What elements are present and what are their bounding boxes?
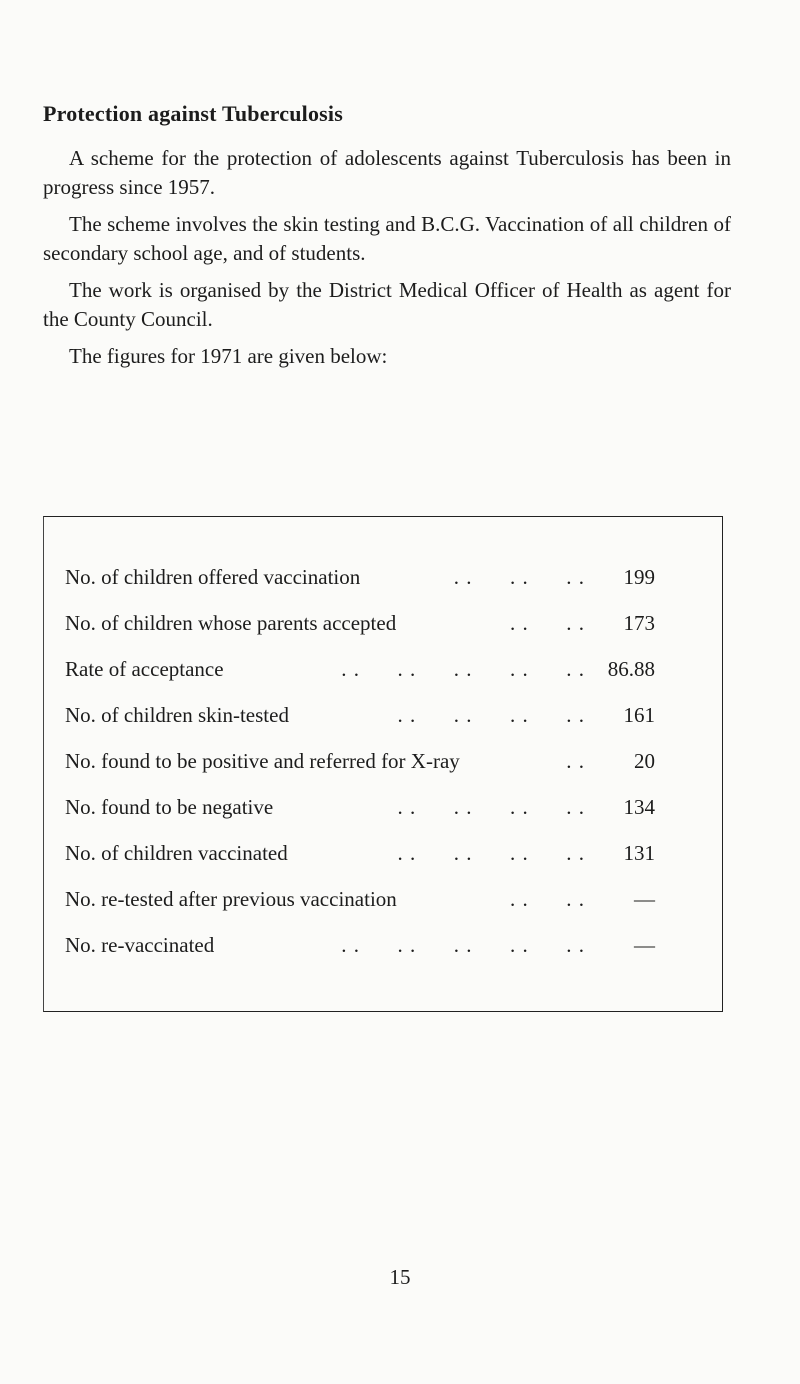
row-label: No. re-tested after previous vaccination bbox=[65, 887, 397, 911]
row-value: 161 bbox=[623, 703, 655, 727]
intro-text bbox=[43, 144, 731, 379]
paragraph: The work is organised by the District Medical Officer of Health as agent for the County Council. bbox=[43, 278, 731, 331]
row-label: No. of children whose parents accepted bbox=[65, 611, 397, 635]
row-value: — bbox=[634, 887, 655, 911]
row-label: Rate of acceptance bbox=[65, 657, 224, 681]
dot-leader: . . . . . . . . . . bbox=[341, 657, 585, 681]
dot-leader: . . . . bbox=[510, 611, 585, 635]
page-number: 15 bbox=[389, 1265, 411, 1289]
vaccination-figures-table bbox=[43, 516, 723, 1012]
row-label: No. found to be positive and referred for X-ray bbox=[65, 749, 460, 773]
table-row bbox=[65, 608, 655, 638]
row-value: 134 bbox=[623, 795, 655, 819]
row-label: No. of children vaccinated bbox=[65, 841, 288, 865]
table-row bbox=[65, 930, 655, 960]
table-row bbox=[65, 746, 655, 776]
row-value: 173 bbox=[623, 611, 655, 635]
table-row bbox=[65, 562, 655, 592]
table-row bbox=[65, 700, 655, 730]
row-label: No. found to be negative bbox=[65, 795, 274, 819]
row-label: No. re-vaccinated bbox=[65, 933, 215, 957]
dot-leader: . . . . bbox=[510, 887, 585, 911]
row-label: No. of children skin-tested bbox=[65, 703, 289, 727]
row-value: — bbox=[634, 933, 655, 957]
paragraph: The scheme involves the skin testing and B.C.G. Vaccination of all children of secondary school age, and of students. bbox=[43, 212, 731, 265]
row-label: No. of children offered vaccination bbox=[65, 565, 361, 589]
row-value: 86.88 bbox=[607, 657, 655, 681]
dot-leader: . . . . . . . . bbox=[397, 841, 585, 865]
dot-leader: . . bbox=[566, 749, 585, 773]
paragraph: A scheme for the protection of adolescents against Tuberculosis has been in progress since 1957. bbox=[43, 146, 731, 199]
dot-leader: . . . . . . . . bbox=[397, 703, 585, 727]
row-value: 131 bbox=[623, 841, 655, 865]
table-row bbox=[65, 838, 655, 868]
paragraph: The figures for 1971 are given below: bbox=[69, 344, 388, 368]
table-row bbox=[65, 792, 655, 822]
row-value: 199 bbox=[623, 565, 655, 589]
table-row bbox=[65, 884, 655, 914]
dot-leader: . . . . . . . . . . bbox=[341, 933, 585, 957]
dot-leader: . . . . . . bbox=[453, 565, 585, 589]
row-value: 20 bbox=[634, 749, 655, 773]
dot-leader: . . . . . . . . bbox=[397, 795, 585, 819]
section-heading: Protection against Tuberculosis bbox=[43, 101, 343, 126]
table-row bbox=[65, 654, 655, 684]
